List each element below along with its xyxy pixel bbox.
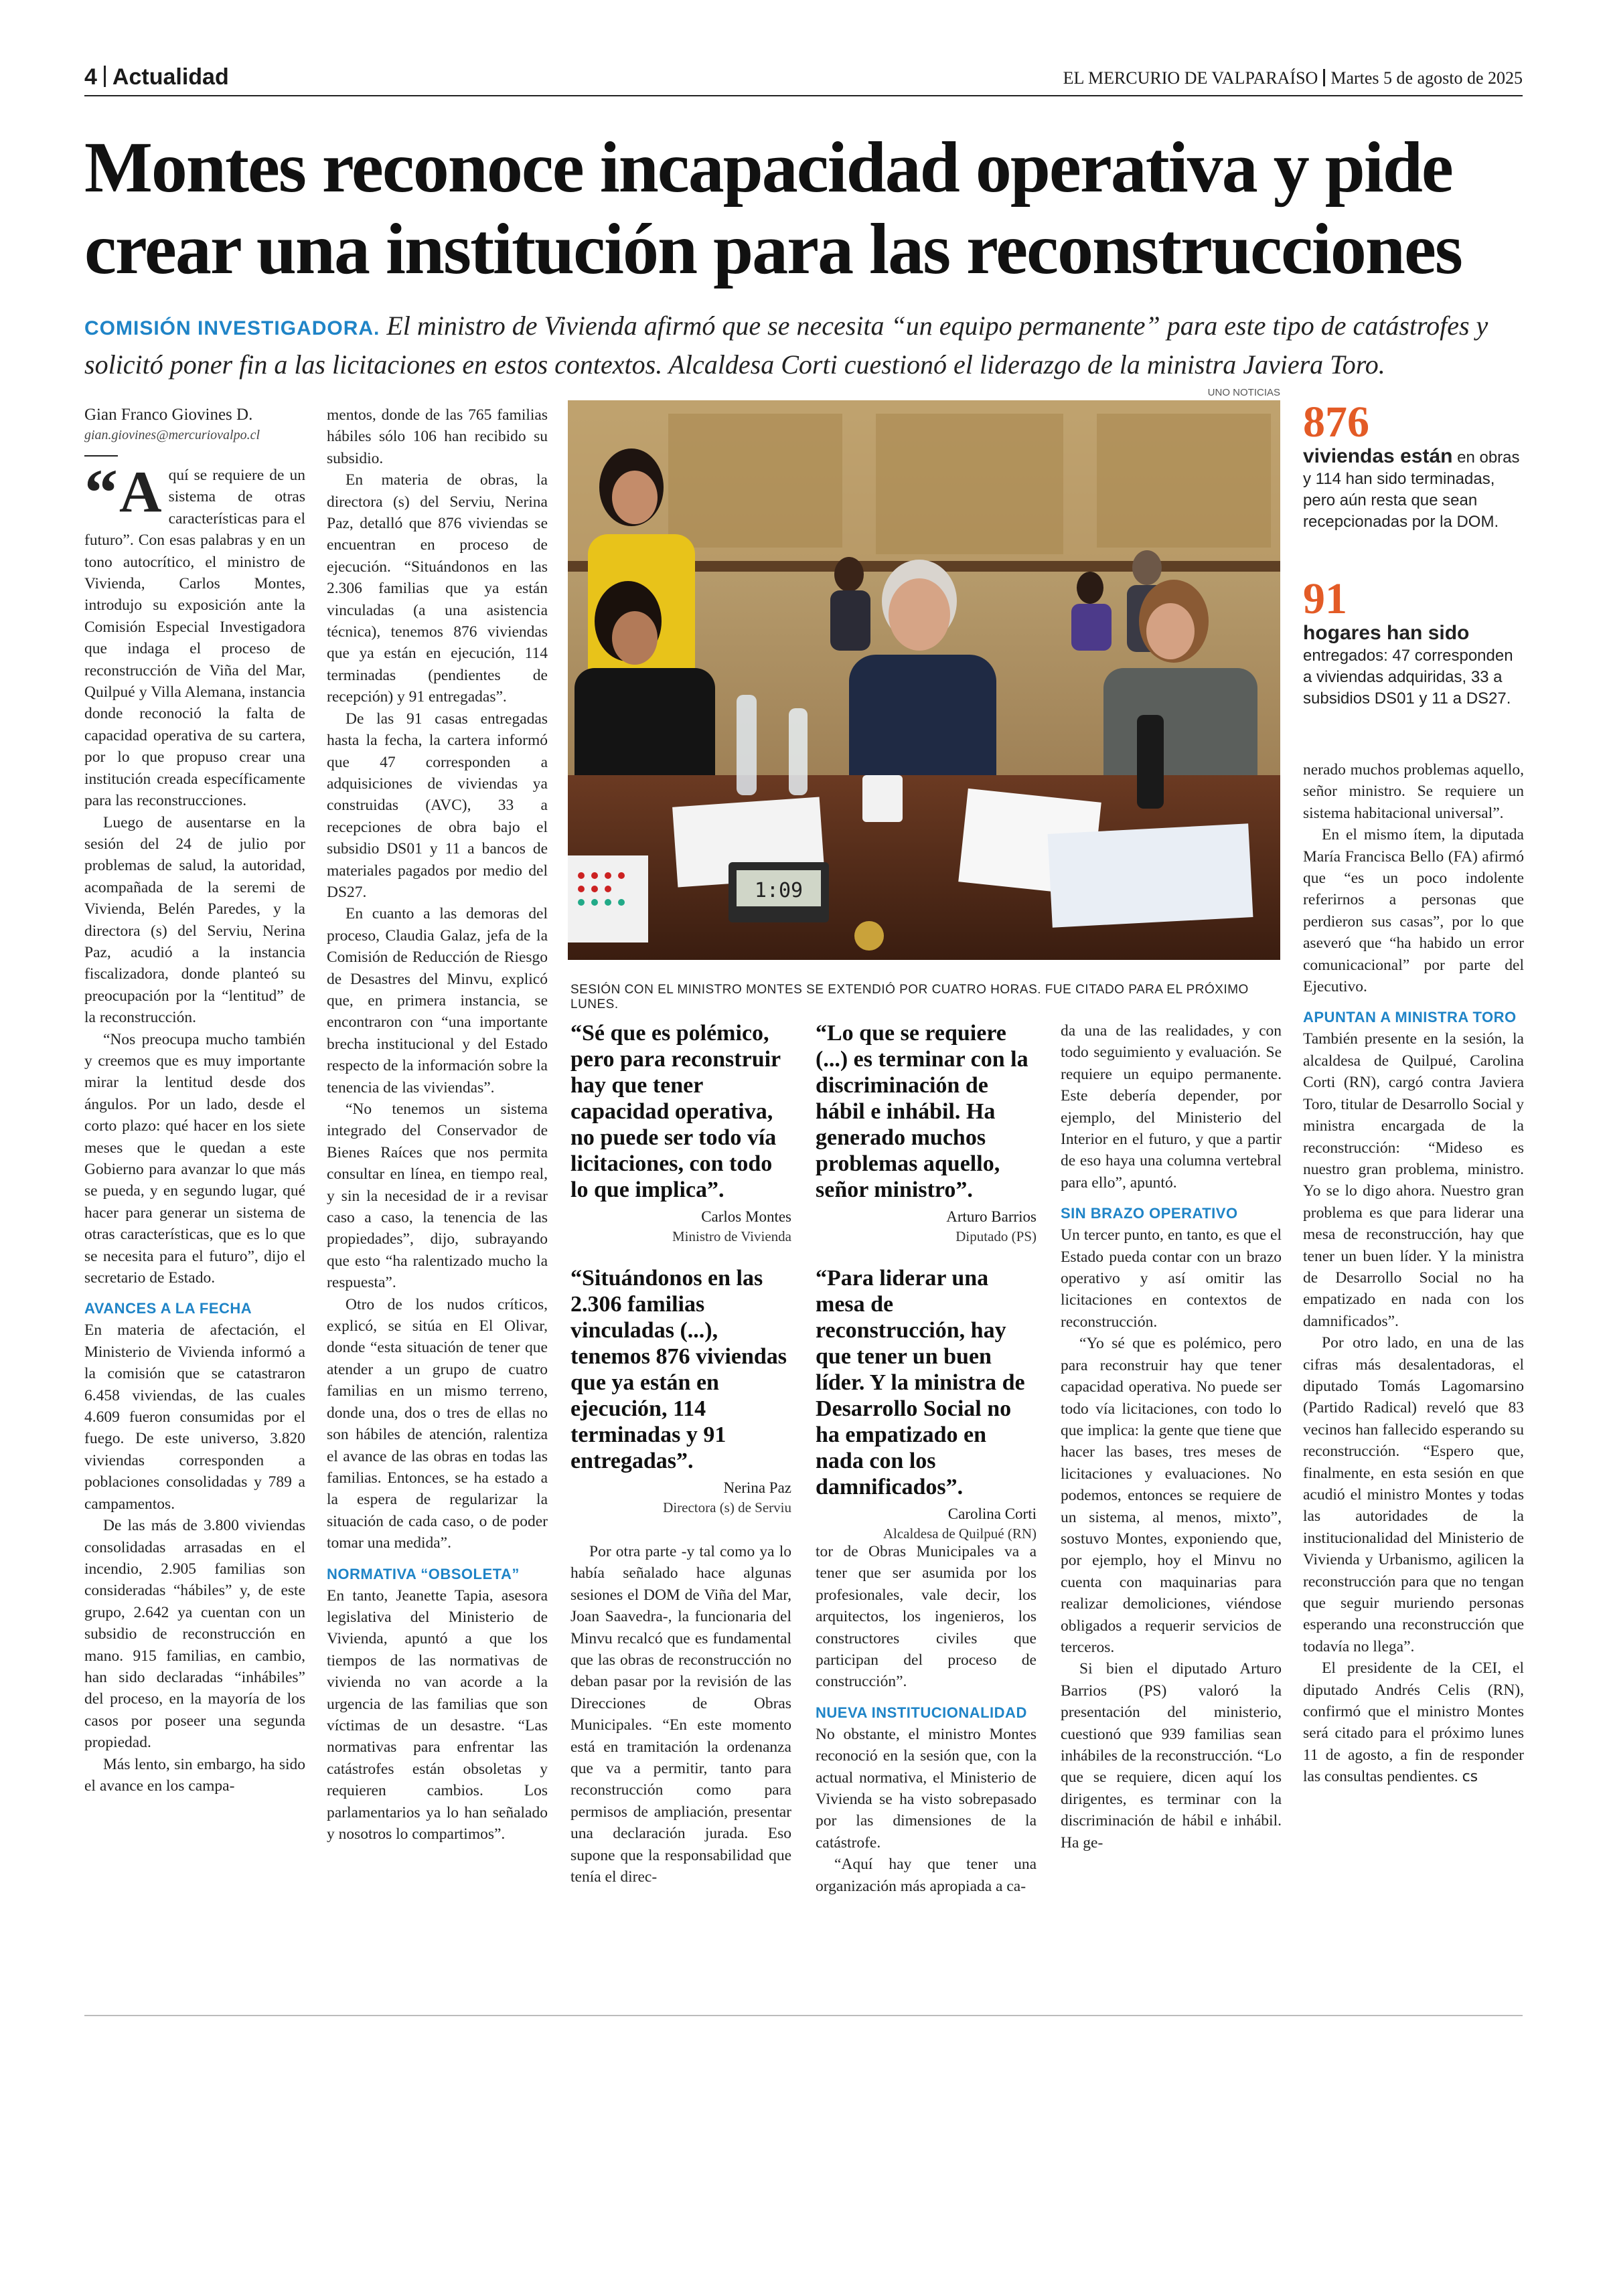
paragraph: En tanto, Jeanette Tapia, asesora legislativa del Ministerio de Vivienda, apuntó a que los tiempos de las normativas de vivienda no van acorde a la urgencia de las familias que son víctimas de un desastre. “Las normativas para enfrentar las catástrofes están obsoletas y requieren cambios. Los parlamentarios ya lo han señalado y nosotros lo compartimos”. (327, 1586, 548, 1843)
quote-role: Directora (s) de Serviu (663, 1499, 791, 1515)
stat-number: 91 (1303, 574, 1347, 623)
photo-illustration (568, 400, 1280, 960)
lead-kicker: COMISIÓN INVESTIGADORA. (84, 317, 380, 339)
drop-cap: “A (84, 455, 162, 529)
headline-line-1: Montes reconoce incapacidad operativa y pide (84, 128, 1452, 208)
stat-box-1 (1303, 399, 1524, 533)
quote-role: Ministro de Vivienda (672, 1228, 791, 1244)
article-lead (84, 308, 1524, 383)
quote-role: Alcaldesa de Quilpué (RN) (883, 1526, 1037, 1542)
photo-credit: UNO NOTICIAS (1207, 387, 1280, 398)
header-divider (1323, 69, 1325, 86)
paragraph: Más lento, sin embargo, ha sido el avance en los campa- (84, 1755, 305, 1795)
pull-quote (816, 1020, 1037, 1246)
paragraph: nerado muchos problemas aquello, señor ministro. Se requiere un sistema habitacional universal”. (1303, 761, 1524, 822)
publication-info (1063, 68, 1523, 88)
paragraph: “Nos preocupa mucho también y creemos que es muy importante mirar la lentitud desde dos ángulos. Por un lado, desde el corto plazo: qué hacer en los siete meses que le quedan a este Gobierno para avanzar lo que más se pueda, y en segundo lugar, qué hacer para generar un sistema de otras características, que es lo que se necesita para el futuro”, dijo el secretario de Estado. (84, 1030, 305, 1287)
section-label (84, 64, 229, 90)
byline-name: Gian Franco Giovines D. (84, 406, 253, 424)
paragraph: De las más de 3.800 viviendas consolidadas arrasadas en el incendio, 2.905 familias son consideradas “hábiles” y, de este grupo, 2.642 ya cuentan con un subsidio de reconstrucción en mano. 915 familias, en cambio, han sido declaradas “inhábiles” del proceso, en la mayoría de los casos por poseer una segunda propiedad. (84, 1517, 305, 1752)
paragraph: “Aquí hay que tener una organización más apropiada a ca- (816, 1856, 1037, 1895)
column-4 (816, 1541, 1037, 1897)
paragraph: En cuanto a las demoras del proceso, Claudia Galaz, jefa de la Comisión de Reducción de Riesgo de Desastres del Minvu, explicó que, en primera instancia, se encontraron con “una importante brecha institucional y del Estado respecto de la información sobre la tenencia de las viviendas”. (327, 905, 548, 1096)
quote-text: “Lo que se requiere (...) es terminar con la discriminación de hábil e inhábil. Ha generado muchos problemas aquello, señor ministro”. (816, 1021, 1028, 1202)
quote-author: Nerina Paz (723, 1479, 791, 1496)
column-5 (1061, 1020, 1282, 1854)
quote-author: Carlos Montes (701, 1208, 791, 1225)
stat-box-2 (1303, 576, 1524, 710)
quote-text: “Situándonos en las 2.306 familias vinculadas (...), tenemos 876 viviendas que ya están en ejecución, 114 terminadas y 91 entregadas”. (570, 1266, 787, 1473)
header-divider (104, 66, 106, 87)
page-number: 4 (84, 64, 97, 90)
article-photo (568, 400, 1280, 960)
paragraph: No obstante, el ministro Montes reconoció en la sesión que, con la actual normativa, el Ministerio de Vivienda se ha visto sobrepasado por las dimensiones de la catástrofe. (816, 1725, 1037, 1852)
stat-number: 876 (1303, 398, 1369, 446)
paragraph: En el mismo ítem, la diputada María Francisca Bello (FA) afirmó que “es un poco indolente referirnos a personas que perdieron sus casas”, por lo que aseveró que “ha habido un error comunicacional” por parte del Ejecutivo. (1303, 826, 1524, 996)
stat-description: hogares han sido entregados: 47 corresponden a viviendas adquiridas, 33 a subsidios DS01 y 11 a DS27. (1303, 622, 1513, 708)
paragraph: Si bien el diputado Arturo Barrios (PS) valoró la presentación del ministerio, cuestionó que 939 familias sean inhábiles de la reconstrucción. “Lo que se requiere, dicen aquí los dirigentes, es terminar con la discriminación de hábil e inhábil. Ha ge- (1061, 1660, 1282, 1852)
quote-text: “Sé que es polémico, pero para reconstruir hay que tener capacidad operativa, no puede ser todo vía licitaciones, con todo lo que implica”. (570, 1021, 781, 1202)
paragraph: Otro de los nudos críticos, explicó, se sitúa en El Olivar, donde “esta situación de tener que atender a un grupo de cuatro familias en un mismo terreno, donde una, dos o tres de ellas no son hábiles de atención, ralentiza el avance de las obras en todas las familias. Entonces, se ha estado a la espera de regularizar la situación de cada caso, o de poder tomar una medida”. (327, 1295, 548, 1552)
paragraph: “Yo sé que es polémico, pero para reconstruir hay que tener capacidad operativa. No puede ser todo vía licitaciones, con todo lo que implica: la gente que tiene que hacer las bases, tres meses de licitaciones y evaluaciones. No podemos, entonces se requiere de un sistema, al menos, mixto”, sostuvo Montes, exponiendo que, por ejemplo, hoy el Minvu no cuenta con maquinarias para realizar demoliciones, viéndose obligados a requerir servicios de terceros. (1061, 1335, 1282, 1656)
lead-text: El ministro de Vivienda afirmó que se necesita “un equipo permanente” para este tipo de catástrofes y solicitó poner fin a las licitaciones en estos contextos. Alcaldesa Corti cuestionó el liderazgo de la ministra Javiera Toro. (84, 311, 1488, 380)
bottom-rule (84, 2015, 1523, 2016)
paragraph: También presente en la sesión, la alcaldesa de Quilpué, Carolina Corti (RN), cargó contra Javiera Toro, titular de Desarrollo Social y ministra encargada de la reconstrucción: “Mideso es nuestro gran problema, ministro. Yo se lo digo ahora. Nuestro gran problema es que para liderar una mesa de reconstrucción, hay que tener un buen líder. Y la ministra de Desarrollo Social no ha empatizado en nada con los damnificados”. (1303, 1030, 1524, 1330)
subhead-sin-brazo: SIN BRAZO OPERATIVO (1061, 1205, 1238, 1222)
quote-author: Carolina Corti (947, 1505, 1037, 1522)
publication-name: EL MERCURIO DE VALPARAÍSO (1063, 68, 1318, 88)
column-6 (1303, 759, 1524, 1789)
headline-line-2: crear una institución para las reconstrucciones (84, 210, 1462, 289)
paragraph: De las 91 casas entregadas hasta la fecha, la cartera informó que 47 corresponden a adquisiciones de viviendas ya construidas (AVC), 33 a recepciones de obra bajo el subsidio DS01 y 11 a bancos de materiales pagados por medio del DS27. (327, 710, 548, 901)
paragraph: “No tenemos un sistema integrado del Conservador de Bienes Raíces que nos permita consultar en línea, en tiempo real, y sin la necesidad de ir a revisar caso a caso, la tenencia de las propiedades”, dijo, subrayando que esto “ha ralentizado mucho la respuesta”. (327, 1100, 548, 1292)
article-headline (84, 127, 1531, 291)
subhead-normativa: NORMATIVA “OBSOLETA” (327, 1565, 520, 1582)
publication-date: Martes 5 de agosto de 2025 (1330, 68, 1523, 88)
paragraph: da una de las realidades, y con todo seguimiento y evaluación. Se requiere un equipo permanente. Este debería depender, por ejemplo, del Ministerio del Interior en el futuro, y que a partir de eso haya una columna vertebral para ello”, apuntó. (1061, 1022, 1282, 1192)
paragraph: En materia de obras, la directora (s) del Serviu, Nerina Paz, detalló que 876 viviendas se encuentran en proceso de ejecución. “Situándonos en las 2.306 familias que ya están vinculadas (a una asistencia técnica), tenemos 876 viviendas que ya están en ejecución, 114 terminadas (pendientes de recepción) y 91 entregadas”. (327, 471, 548, 706)
column-1 (84, 404, 305, 1797)
photo-caption: SESIÓN CON EL MINISTRO MONTES SE EXTENDIÓ POR CUATRO HORAS. FUE CITADO PARA EL PRÓXIMO LUNES. (570, 983, 1249, 1011)
column-2 (327, 404, 548, 1845)
paragraph: Por otro lado, en una de las cifras más desalentadoras, el diputado Tomás Lagomarsino (Partido Radical) reveló que 83 vecinos han fallecido esperando su reconstrucción. “Espero que, finalmente, en esta sesión en que acudió el ministro Montes y todas las autoridades de la institucionalidad del Ministerio de Vivienda y Urbanismo, agilicen la reconstrucción para que no tengan que seguir muriendo personas esperando una reconstrucción que todavía no llega”. (1303, 1334, 1524, 1655)
paragraph: mentos, donde de las 765 familias hábiles sólo 106 han recibido su subsidio. (327, 406, 548, 467)
end-mark-icon: cs (1462, 1769, 1478, 1786)
paragraph: En materia de afectación, el Ministerio de Vivienda informó a la comisión que se catastraron 6.458 viviendas, de las cuales 4.609 fueron consumidas por el fuego. De este universo, 3.820 viviendas corresponden a poblaciones consolidadas y 789 a campamentos. (84, 1321, 305, 1513)
subhead-apuntan: APUNTAN A MINISTRA TORO (1303, 1009, 1517, 1026)
paragraph: tor de Obras Municipales va a tener que ser asumida por los profesionales, vale decir, los arquitectos, los ingenieros, los constructores civiles que participan del proceso de construcción”. (816, 1543, 1037, 1691)
paragraph: El presidente de la CEI, el diputado Andrés Celis (RN), confirmó que el ministro Montes será citado para el próximo lunes 11 de agosto, a fin de responder las consultas pendientes. cs (1303, 1659, 1524, 1786)
quote-text: “Para liderar una mesa de reconstrucción, hay que tener un buen líder. Y la ministra de Desarrollo Social no ha empatizado en nada con los damnificados”. (816, 1266, 1025, 1499)
photo-clock-display: 1:09 (754, 879, 804, 902)
subhead-nueva: NUEVA INSTITUCIONALIDAD (816, 1704, 1027, 1721)
paragraph: Luego de ausentarse en la sesión del 24 de julio por problemas de salud, la autoridad, acompañada de la seremi de Vivienda, Belén Paredes, y la directora (s) del Serviu, Nerina Paz, acudió a la instancia fiscalizadora, donde planteó su preocupación por la “lentitud” de la reconstrucción. (84, 813, 305, 1027)
pull-quote (570, 1020, 791, 1246)
stat-description: viviendas están en obras y 114 han sido terminadas, pero aún resta que sean recepcionadas por la DOM. (1303, 445, 1520, 531)
pull-quote (816, 1265, 1037, 1543)
byline-email: gian.giovines@mercuriovalpo.cl (84, 428, 260, 442)
quote-role: Diputado (PS) (955, 1228, 1037, 1244)
page-header (84, 64, 1523, 96)
paragraph: Por otra parte -y tal como ya lo había señalado hace algunas sesiones el DOM de Viña del Mar, Joan Saavedra-, la funcionaria del Minvu recalcó que es fundamental que las obras de reconstrucción no deban pasar por la revisión de las Direcciones de Obras Municipales. “En este momento está en tramitación la ordenanza que va a permitir, tanto para reconstrucción como para permisos de ampliación, presentar una declaración jurada. Eso supone que la responsabilidad que tenía el direc- (570, 1543, 791, 1886)
section-name: Actualidad (112, 64, 229, 90)
quote-author: Arturo Barrios (946, 1208, 1037, 1225)
pull-quote (570, 1265, 791, 1517)
subhead-avances: AVANCES A LA FECHA (84, 1300, 252, 1317)
paragraph: “A quí se requiere de un sistema de otras características para el futuro”. Con esas palabras y en un tono autocrítico, el ministro de Vivienda, Carlos Montes, introdujo su exposición ante la Comisión Especial Investigadora que indaga el proceso de reconstrucción de Viña del Mar, Quilpué y Villa Alemana, instancia donde reconoció la falta de capacidad operativa de su cartera, por lo que propuso crear una institución creada específicamente para las reconstrucciones. (84, 455, 305, 810)
paragraph: Un tercer punto, en tanto, es que el Estado pueda contar con un brazo operativo y así omitir las licitaciones en contextos de reconstrucción. (1061, 1226, 1282, 1331)
column-3 (570, 1541, 791, 1888)
